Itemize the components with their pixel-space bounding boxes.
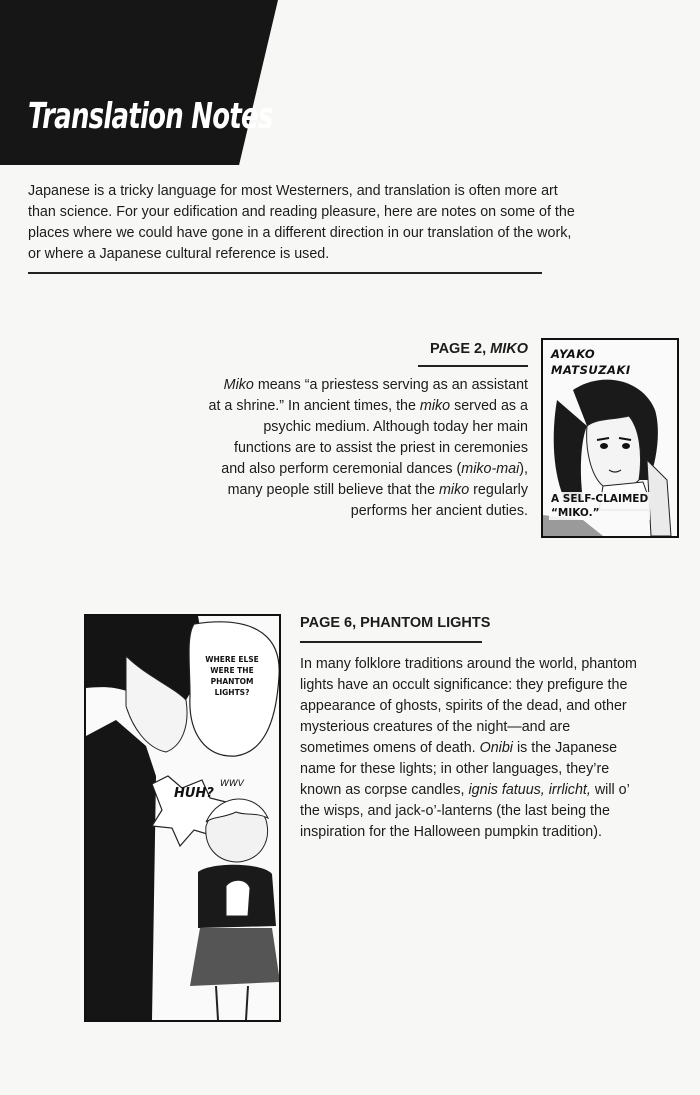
- note-divider-phantom-lights: [300, 641, 482, 643]
- panel-caption-role: [549, 492, 650, 520]
- body-text: In many folklore traditions around the world, phantom lights have an occult significance: they prefigure the appearance of ghosts, spirits of the dead, and other mysterious creatures of the night—and are sometimes omens of death.: [300, 656, 637, 756]
- italic-term: miko: [419, 398, 451, 414]
- body-text: means “a priestess serving as an assistant at a shrine.” In ancient times, the: [208, 377, 528, 414]
- sound-effect-text: WWV: [220, 779, 244, 789]
- note-heading-term: MIKO: [490, 341, 528, 357]
- note-body-phantom-lights: [300, 654, 640, 843]
- italic-term: miko: [439, 482, 470, 498]
- italic-term: Onibi: [479, 740, 513, 756]
- intro-divider: [28, 272, 542, 274]
- italic-term: miko-mai: [461, 461, 520, 477]
- speech-bubble-text: WHERE ELSE WERE THE PHANTOM LIGHTS?: [205, 655, 259, 697]
- intro-paragraph: Japanese is a tricky language for most Westerners, and translation is often more art than science. For your edification and reading pleasure, here are notes on some of the places where we could have gone in a different direction in our translation of the work, or where a Japanese cultural reference is used.: [28, 183, 575, 262]
- manga-panel-phantom-lights: [84, 614, 281, 1022]
- italic-term: ignis fatuus, irrlicht,: [468, 782, 591, 798]
- panel-caption-name: [551, 346, 631, 378]
- body-text: served as a psychic medium. Although today her main functions are to assist the priest in ceremonies and also perform ceremonial dances (: [221, 398, 528, 477]
- header-band: [0, 0, 278, 165]
- note-body-miko: [208, 375, 528, 522]
- body-text: is the Japanese name for these lights; in other languages, they’re known as corpse candles,: [300, 740, 618, 798]
- note-heading-miko: [430, 341, 528, 357]
- note-divider-miko: [418, 365, 528, 367]
- exclamation-text: HUH?: [174, 786, 214, 801]
- note-heading-prefix: PAGE 2,: [429, 341, 491, 357]
- body-text: will o’ the wisps, and jack-o’-lanterns (the last being the inspiration for the Halloween pumpkin tradition).: [300, 782, 630, 840]
- caption-name-line1: AYAKO: [551, 347, 596, 361]
- body-text: regularly performs her ancient duties.: [350, 482, 528, 519]
- caption-name-line2: MATSUZAKI: [551, 363, 631, 377]
- manga-panel-miko: [541, 338, 679, 538]
- caption-role-line1: A SELF-CLAIMED: [551, 493, 649, 505]
- page-title: Translation Notes: [28, 96, 273, 137]
- caption-role-line2: “MIKO.”: [551, 507, 600, 519]
- body-text: ), many people still believe that the: [227, 461, 528, 498]
- note-heading-phantom-lights: PAGE 6, PHANTOM LIGHTS: [300, 615, 491, 631]
- italic-term: Miko: [223, 377, 254, 393]
